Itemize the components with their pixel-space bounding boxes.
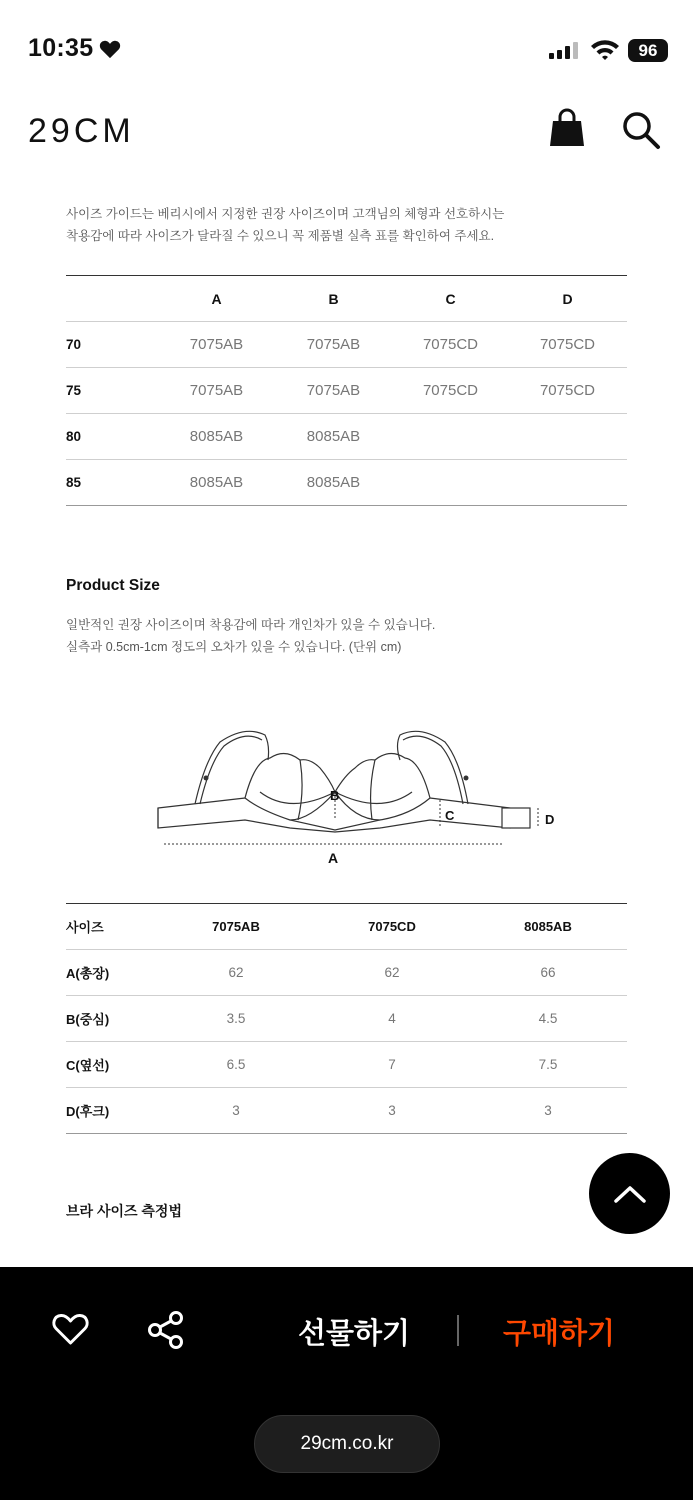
table-header-cell: C	[445, 290, 456, 307]
diagram-label-c: C	[445, 808, 455, 823]
table-header-cell: D	[562, 290, 573, 307]
table-cell: 7075CD	[422, 382, 479, 399]
table-row	[66, 368, 627, 414]
table-cell: 8085AB	[306, 428, 361, 445]
table-cell: 7075AB	[306, 382, 361, 399]
product-size-table	[66, 903, 627, 1134]
table-cell: 7075AB	[306, 336, 361, 353]
bag-icon[interactable]	[549, 108, 585, 148]
table-row	[66, 1042, 627, 1088]
product-size-title: Product Size	[66, 577, 160, 594]
table-header-row	[66, 276, 627, 322]
table-header-row	[66, 904, 627, 950]
row-label: B(중심)	[66, 1012, 110, 1027]
chevron-up-icon	[613, 1184, 647, 1204]
action-divider	[457, 1315, 459, 1346]
table-cell: 7075AB	[189, 382, 244, 399]
table-cell: 3.5	[226, 1011, 246, 1026]
table-header-cell: B	[328, 290, 339, 307]
guide-line-1: 사이즈 가이드는 베리시에서 지정한 권장 사이즈이며 고객님의 체형과 선호하시는	[66, 207, 505, 221]
table-cell: 62	[384, 965, 400, 980]
row-label: 70	[66, 337, 82, 352]
row-label: C(옆선)	[66, 1058, 110, 1073]
diagram-label-b: B	[330, 788, 340, 803]
table-cell: 62	[228, 965, 244, 980]
table-cell: 4	[388, 1011, 396, 1026]
table-cell: 7075CD	[422, 336, 479, 353]
row-label: D(후크)	[66, 1104, 110, 1119]
buy-button[interactable]: 구매하기	[503, 1318, 616, 1350]
row-label: 85	[66, 475, 82, 490]
guide-line-2: 착용감에 따라 사이즈가 달라질 수 있으니 꼭 제품별 실측 표를 확인하여 주세요.	[66, 229, 495, 243]
table-row	[66, 460, 627, 506]
scroll-to-top-button[interactable]	[589, 1153, 670, 1234]
battery-indicator: 96	[628, 39, 668, 62]
table-cell: 66	[540, 965, 556, 980]
table-cell: 7.5	[538, 1057, 558, 1072]
table-row	[66, 414, 627, 460]
like-icon[interactable]	[52, 1312, 89, 1346]
table-header-cell: 7075CD	[368, 919, 416, 934]
product-size-line-2: 실측과 0.5cm-1cm 정도의 오차가 있을 수 있습니다. (단위 cm)	[66, 640, 402, 654]
diagram-label-d: D	[545, 812, 555, 827]
measurement-guide-title: 브라 사이즈 측정법	[66, 1203, 182, 1219]
table-cell: 7075CD	[539, 336, 596, 353]
table-cell: 8085AB	[189, 474, 244, 491]
table-cell: 8085AB	[306, 474, 361, 491]
table-row	[66, 996, 627, 1042]
size-guide-table	[66, 275, 627, 506]
row-label: A(총장)	[66, 966, 110, 981]
table-cell: 3	[388, 1103, 396, 1118]
share-icon[interactable]	[147, 1310, 185, 1350]
table-cell: 6.5	[226, 1057, 246, 1072]
table-row	[66, 322, 627, 368]
search-icon[interactable]	[621, 110, 661, 150]
table-cell: 8085AB	[189, 428, 244, 445]
status-bar	[0, 0, 693, 100]
diagram-label-a: A	[328, 850, 339, 866]
table-cell: 7	[388, 1057, 396, 1072]
product-size-line-1: 일반적인 권장 사이즈이며 착용감에 따라 개인차가 있을 수 있습니다.	[66, 618, 436, 632]
status-time	[28, 34, 121, 63]
table-header-cell: 7075AB	[212, 919, 260, 934]
table-header-cell: 8085AB	[524, 919, 572, 934]
table-cell: 4.5	[538, 1011, 558, 1026]
table-row	[66, 950, 627, 996]
size-guide-notice	[66, 203, 626, 247]
bra-measurement-diagram	[150, 720, 570, 870]
url-bar[interactable]: 29cm.co.kr	[254, 1415, 440, 1473]
row-label: 80	[66, 429, 82, 444]
gift-button[interactable]: 선물하기	[298, 1318, 411, 1350]
table-header-cell: 사이즈	[66, 920, 104, 935]
brand-logo[interactable]: 29CM	[28, 112, 135, 150]
table-cell: 7075CD	[539, 382, 596, 399]
table-cell: 3	[232, 1103, 240, 1118]
time-text: 10:35	[28, 34, 94, 62]
signal-icon	[549, 41, 578, 59]
row-label: 75	[66, 383, 82, 398]
table-header-cell: A	[211, 290, 222, 307]
wifi-icon	[590, 38, 620, 60]
heart-icon	[99, 39, 121, 59]
table-cell: 3	[544, 1103, 552, 1118]
table-cell: 7075AB	[189, 336, 244, 353]
table-row	[66, 1088, 627, 1134]
product-size-notice	[66, 614, 435, 658]
